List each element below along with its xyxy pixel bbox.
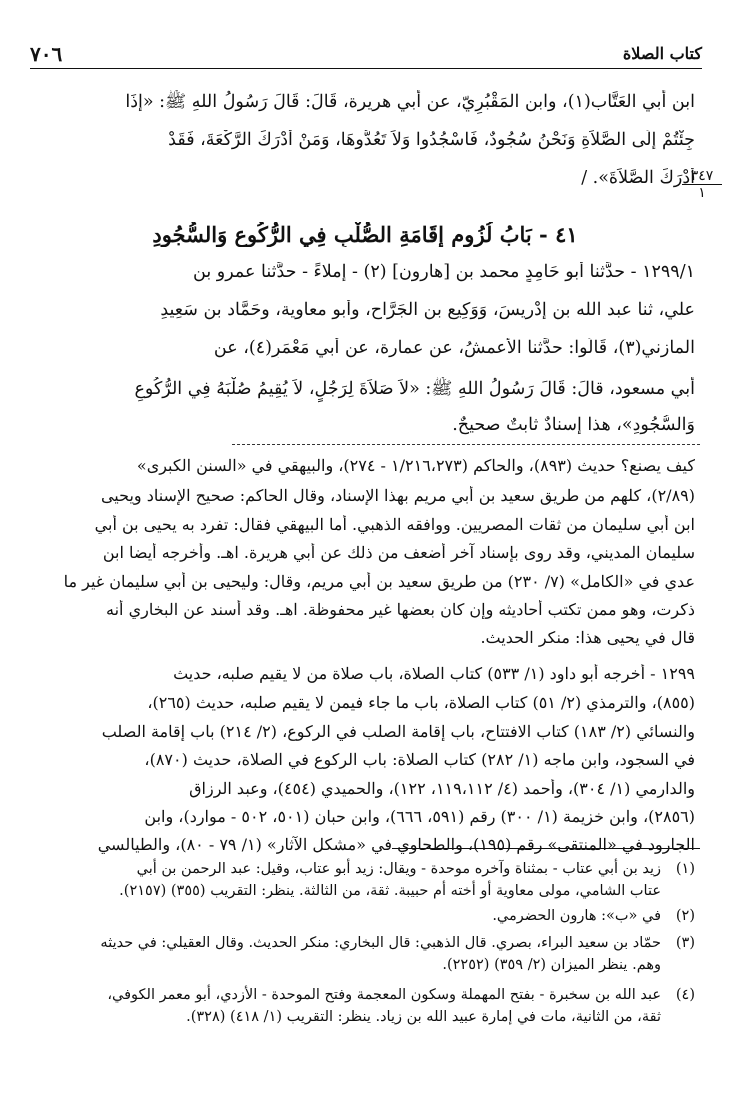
page-header [30, 40, 702, 69]
commentary-line: (٨٥٥)، والترمذي (٢/ ٥١) كتاب الصلاة، باب ما جاء فيمن لا يقيم صلبه، حديث (٢٦٥)، [147, 693, 695, 712]
footnote-separator [392, 848, 700, 849]
chapter-title: ٤١ - بَابُ لُزُومِ إِقَامَةِ الصُّلْبِ فِي الرُّكُوعِ وَالسُّجُودِ [152, 222, 578, 247]
hadith-line: أبي مسعود، قالَ: قَالَ رَسُولُ اللهِ ﷺ: «لاَ صَلاَةَ لِرَجُلٍ، لاَ يُقِيمُ صُلْبَهُ فِي الرُّكُوعِ [134, 379, 695, 399]
footnote-continuation: وهم. ينظر الميزان (٢/ ٣٥٩) (٢٢٥٢). [442, 957, 661, 973]
commentary-line: كيف يصنع؟ حديث (٨٩٣)، والحاكم (١/٢١٦،٢٧٣ - ٢٧٤)، والبيهقي في «السنن الكبرى» [136, 456, 695, 475]
hadith-line: ١٢٩٩/١ - حدَّثنا أبو حَامِدٍ محمد بن [هارون] (٢) - إملاءً - حدَّثنا عمرو بن [193, 262, 695, 282]
footnote-number: (٣) [675, 935, 695, 951]
footnote-4 [35, 984, 695, 1028]
commentary-line: قال في يحيى هذا: منكر الحديث. [480, 628, 695, 647]
commentary-line: ذكرت، وهو ممن تكتب أحاديثه وإن كان بعضها غير محفوظة. اهـ. وقد أسند عن البخاري أنه [106, 600, 695, 619]
footnote-text: في «ب»: هارون الحضرمي. [492, 908, 661, 924]
commentary-line: الجارود في «المنتقى» رقم (١٩٥)، والطحاوي في «مشكل الآثار» (١/ ٧٩ - ٨٠)، والطيالسي [97, 835, 695, 854]
commentary-line: (٢/٨٩)، كلهم من طريق سعيد بن أبي مريم بهذا الإسناد، وقال الحاكم: صحيح الإسناد ويحيى [100, 486, 695, 505]
footnote-continuation: ثقة، من الثانية، مات في إمارة عبيد الله بن زياد. ينظر: التقريب (١/ ٤١٨) (٣٢٨). [186, 1009, 661, 1025]
hadith-line: علي، ثنا عبد الله بن إدْرِيسَ، وَوَكِيع بن الجَرَّاح، وأبو معاوية، وحَمَّاد بن سَعِيدِ [160, 300, 695, 320]
hadith-line: المازني(٣)، قَالُوا: حدَّثنا الأعمشُ، عن عمارة، عن أبي مَعْمَرٍ(٤)، عن [213, 338, 695, 358]
commentary-line: ١٢٩٩ - أخرجه أبو داود (١/ ٥٣٣) كتاب الصلاة، باب صلاة من لا يقيم صلبه، حديث [173, 664, 695, 683]
footnote-1 [35, 858, 695, 902]
footnote-number: (١) [675, 861, 695, 877]
footnote-text: عبد الله بن سخبرة - بفتح المهملة وسكون المعجمة وفتح الموحدة - الأزدي، أبو معمر الكوفي، [107, 987, 661, 1003]
page-number: ٧٠٦ [30, 42, 63, 66]
commentary-line: والنسائي (٢/ ١٨٣) كتاب الافتتاح، باب إقامة الصلب في الركوع، (٢/ ٢١٤) باب إقامة الصلب [101, 722, 695, 741]
margin-note [682, 168, 722, 201]
footnote-text: زيد بن أبي عتاب - بمثناة وآخره موحدة - ويقال: زيد أبو عتاب، وقيل: عبد الرحمن بن أبي [136, 861, 661, 877]
commentary-line: ابن أبي سليمان من ثقات المصريين. ووافقه الذهبي. أما البيهقي فقال: تفرد به يحيى بن أبي [94, 515, 695, 534]
commentary-line: والدارمي (١/ ٣٠٤)، وأحمد (٤/ ١١٩،١١٢، ١٢٢)، والحميدي (٤٥٤)، وعبد الرزاق [189, 779, 695, 798]
footnote-number: (٤) [675, 987, 695, 1003]
text-line: أَدْرَكَ الصَّلاَةَ». / [581, 168, 695, 188]
commentary-separator [232, 444, 700, 445]
footnote-number: (٢) [675, 908, 695, 924]
margin-note-top: ٣٤٧ [682, 168, 722, 185]
text-line: جِئْتُمْ إِلَى الصَّلاَةِ وَنَحْنُ سُجُودٌ، فَاسْجُدُوا وَلاَ تَعُدُّوهَا، وَمَنْ أَدْرَكَ الرَّكْعَةَ، فَقَدْ [168, 130, 695, 150]
commentary-line: سليمان المديني، وقد روى بإسناد آخر أضعف من ذلك عن أبي هريرة. اهـ. وأخرجه أيضا ابن [102, 543, 695, 562]
commentary-line: في السجود، وابن ماجه (١/ ٢٨٢) كتاب الصلاة: باب الركوع في الصلاة، حديث (٨٧٠)، [144, 750, 695, 769]
book-title: كتاب الصلاة [622, 44, 702, 63]
footnote-text: حمّاد بن سعيد البراء، بصري. قال الذهبي: قال البخاري: منكر الحديث. وقال العقيلي: في حديثه [100, 935, 661, 951]
hadith-line: وَالسُّجُودِ»، هذا إسنادٌ ثابتٌ صحيحٌ. [452, 415, 695, 435]
commentary-line: (٢٨٥٦)، وابن خزيمة (١/ ٣٠٠) رقم (٥٩١، ٦٦٦)، وابن حبان (٥٠١، ٥٠٢ - موارد)، وابن [144, 807, 695, 826]
commentary-line: عدي في «الكامل» (٧/ ٢٣٠) من طريق سعيد بن أبي مريم، وقال: وليحيى بن أبي سليمان غير ما [63, 572, 695, 591]
margin-note-bottom: ١ [698, 185, 706, 201]
footnote-continuation: عتاب الشامي، مولى معاوية أو أخته أم حبيبة. ثقة، من الثالثة. ينظر: التقريب (٣٥٥) (٢١٥٧). [119, 883, 661, 899]
text-line: ابن أبي العَتَّاب(١)، وابن المَقْبُرِيّ، عن أبي هريرة، قَالَ: قَالَ رَسُولُ اللهِ ﷺ: «إذَا [125, 92, 695, 112]
footnote-2 [35, 905, 695, 927]
footnote-3 [35, 932, 695, 976]
